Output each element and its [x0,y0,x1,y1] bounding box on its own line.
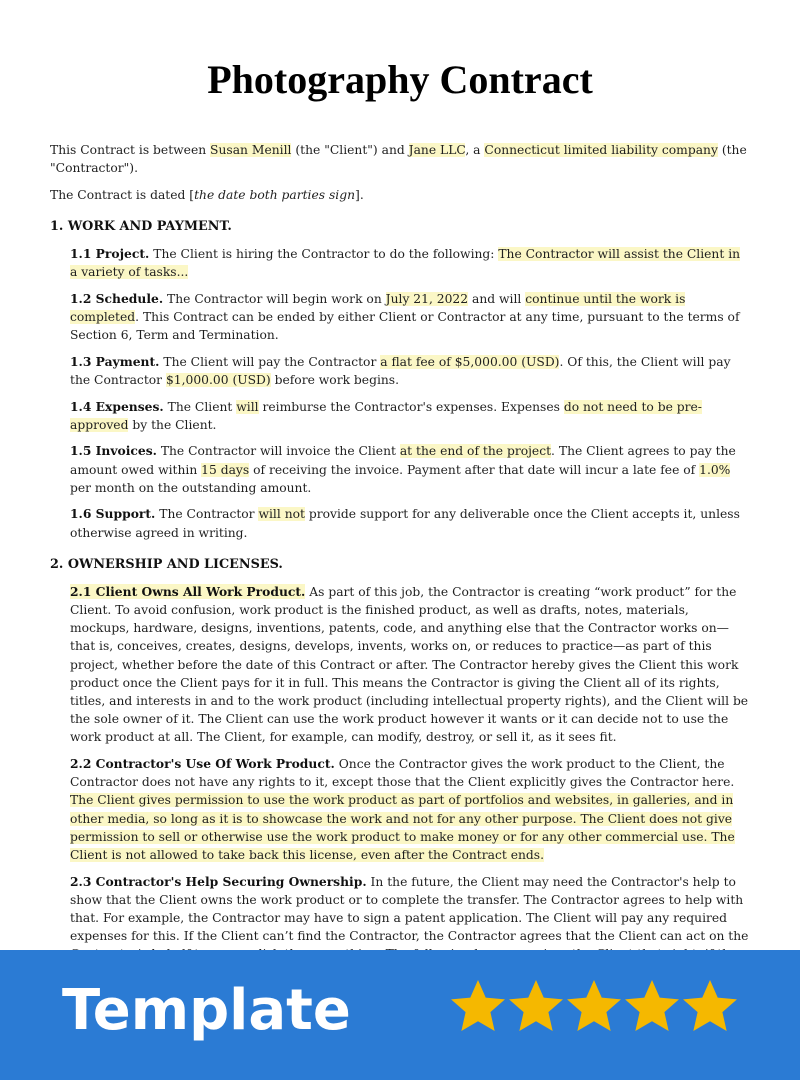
section-heading-work-payment: 1. WORK AND PAYMENT. [50,219,232,234]
payment-window-field: 15 days [201,462,250,477]
end-condition-field: continue until the work is completed [70,291,686,324]
text-run: provide support for any deliverable once the Client accepts it, unless otherwise agreed in writing. [70,507,740,540]
approval-field: do not need to be pre-approved [70,399,702,432]
clause-label: 2.2 Contractor's Use Of Work Product. [70,756,335,772]
clause-label: 2.1 Client Owns All Work Product. [70,583,306,599]
banner-label: Template [62,978,351,1043]
project-description-field: The Contractor will assist the Client in a variety of tasks... [70,247,741,280]
upfront-payment-field: $1,000.00 (USD) [165,373,271,387]
text-run: per month on the outstanding amount. [70,480,312,495]
contractor-type-field: Connecticut limited liability company [484,143,718,157]
clause-label: 2.3 Contractor's Help Securing Ownership. [70,873,367,889]
star-icon [622,977,682,1037]
text-run: . Of this, the Client will pay the Contractor [70,354,731,387]
clause-1-6-support [70,505,750,541]
star-icon [506,977,566,1037]
client-name-field: Susan Menill [210,143,292,157]
text-run: The Contract is dated [ [50,187,195,202]
text-run: (the "Contractor"). [50,143,747,176]
text-run: The Contractor will invoice the Client [156,444,400,459]
text-run: The Client [163,399,237,414]
text-run: This Contract is between [50,143,211,157]
clause-1-3-payment [70,353,750,389]
star-icon [680,977,740,1037]
contractor-name-field: Jane LLC [408,143,466,157]
text-run: reimburse the Contractor's expenses. Expenses [258,399,564,414]
fee-field: a flat fee of $5,000.00 (USD) [380,354,560,369]
clause-1-5-invoices [70,442,750,497]
date-placeholder: the date both parties sign [194,187,356,202]
clause-label: 1.4 Expenses. [70,398,164,414]
text-run: The Client is hiring the Contractor to do the following: [149,247,499,261]
reimburse-field: will [236,399,259,414]
text-run: and will [468,291,526,306]
text-run: ]. [355,187,364,202]
clause-label: 1.1 Project. [70,246,150,261]
clause-2-2-contractor-use [70,755,750,864]
document-body [50,141,750,990]
clause-1-1-project [70,245,750,281]
support-field: will not [258,507,305,522]
license-terms-field: The Client gives permission to use the work product as part of portfolios and websites, in galleries, and in other media, so long as it is to showcase the work and not for any other purpose. The Client does not give permission to sell or otherwise use the work product to make money or for any other commercial use. The Client is not allowed to take back this license, even after the Contract ends. [70,793,735,863]
clause-1-4-expenses [70,398,750,434]
clause-label: 1.3 Payment. [70,353,160,369]
clause-2-1-client-owns [70,583,750,747]
text-run: , a [465,143,485,157]
text-run: of receiving the invoice. Payment after that date will incur a late fee of [249,462,700,477]
text-run: The Contractor will begin work on [163,291,386,306]
clause-1-2-schedule [70,290,750,345]
star-rating [448,977,740,1041]
start-date-field: July 21, 2022 [385,291,469,306]
section-heading-ownership-licenses: 2. OWNERSHIP AND LICENSES. [50,556,283,572]
template-banner [0,950,800,1080]
intro-paragraph [50,141,750,177]
text-run: before work begins. [270,373,400,387]
text-run: (the "Client") and [291,143,409,157]
star-icon [448,977,508,1037]
text-run: Once the Contractor gives the work product to the Client, the Contractor does not have any rights to it, except those that the Client explicitly gives the Contractor here. [70,757,735,790]
text-run: The Client will pay the Contractor [159,354,381,369]
text-run: The Contractor [155,507,259,522]
late-fee-field: 1.0% [699,462,731,477]
document-title: Photography Contract [207,57,593,102]
text-run: . The Client agrees to pay the amount owed within [70,444,736,477]
star-icon [564,977,624,1037]
text-run: by the Client. [128,417,217,432]
clause-label: 1.6 Support. [70,506,156,522]
text-run: . This Contract can be ended by either Client or Contractor at any time, pursuant to the terms of Section 6, Term and Termination. [70,310,740,343]
clause-label: 1.5 Invoices. [70,443,157,459]
clause-label: 1.2 Schedule. [70,290,164,306]
dated-paragraph [50,186,750,204]
invoice-timing-field: at the end of the project [399,444,552,459]
text-run: In the future, the Client may need the Contractor's help to show that the Client owns the work product or to complete the transfer. The Contractor agrees to help with that. For example, the Contractor may have to sign a patent application. The Client will pay any required expenses for this. If the Client can’t find the Contractor, the Contractor agrees that the Client can act on the [70,874,749,944]
text-run: As part of this job, the Contractor is creating “work product” for the Client. To avoid confusion, work product is the finished product, as well as drafts, notes, materials, mockups, hardware, designs, inventions, patents, code, and anything else that the Contractor works on—that is, conceives, creates, designs, develops, invents, works on, or reduces to practice—as part of this project, whether before the date of this Contract or after. The Contractor hereby gives the Client this work product once the Client pays for it in full. This means the Contractor is giving the Client all of its rights, titles, and interests in and to the work product (including intellectual property rights), and the Client will be the sole owner of it. The Client can use the work product however it wants or it can decide not to use the work product at all. The Client, for example, can modify, destroy, or sell it, as it sees fit. [70,584,749,745]
